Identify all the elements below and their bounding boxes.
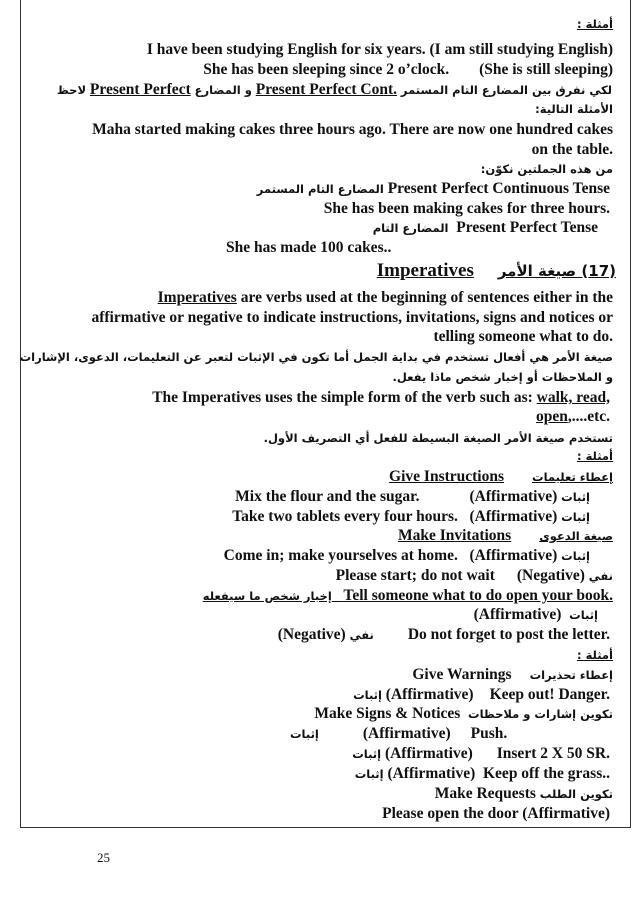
text: Give Instructions: [389, 468, 505, 485]
text: (Negative): [516, 567, 585, 584]
example-row: [353, 686, 610, 704]
text: (Affirmative): [469, 547, 558, 564]
text: Mix the flour and the sugar.: [235, 488, 420, 505]
group-heading: [314, 705, 613, 723]
example-row: [474, 606, 598, 624]
compare-line: [32, 81, 612, 99]
text: إثبات: [352, 747, 382, 761]
page-number: 25: [97, 850, 110, 865]
example-row: [224, 547, 590, 565]
text: (Affirmative): [469, 508, 558, 525]
text: نفي: [349, 628, 374, 642]
text: Come in; make yourselves at home.: [223, 547, 458, 564]
text: open: [535, 408, 568, 425]
text: (17) صيغة الأمر: [497, 262, 616, 280]
text: المضارع التام: [372, 221, 449, 235]
text: (Affirmative): [473, 606, 562, 623]
text: Present Perfect Cont.: [255, 81, 398, 98]
text: صيغة الدعوى: [539, 529, 613, 543]
text: إعطاء تحذيرات: [529, 668, 613, 682]
text: (Affirmative): [384, 745, 473, 762]
text: She has been sleeping since 2 o’clock.: [203, 61, 450, 78]
example-sentence: I have been studying English for six years. (I am still studying English): [146, 41, 613, 58]
example-sentence: on the table.: [531, 141, 613, 158]
text: تكوين الطلب: [539, 787, 613, 801]
text: إثبات: [354, 767, 384, 781]
text: نفي: [588, 569, 613, 583]
text: Imperatives: [376, 260, 474, 281]
text: إثبات: [561, 510, 590, 524]
text: (Affirmative): [362, 725, 451, 742]
text: (She is still sleeping): [479, 61, 613, 78]
text: Insert 2 X 50 SR.: [496, 745, 610, 762]
definition-arabic: و الملاحظات أو إخبار شخص ماذا يفعل.: [392, 370, 613, 384]
example-row: [336, 567, 613, 585]
group-heading: [398, 527, 613, 545]
text: إخبار شخص ما سيفعله: [202, 589, 332, 603]
text: تكوين إشارات و ملاحظات: [468, 707, 613, 721]
text: إثبات: [561, 490, 590, 504]
text: Take two tablets every four hours.: [232, 508, 458, 525]
following-label: الأمثلة التالية:: [535, 102, 613, 116]
example-sentence: [203, 61, 613, 79]
text: إثبات: [561, 549, 590, 563]
group-heading: [389, 468, 613, 486]
example-row: [235, 488, 590, 506]
text: Present Perfect: [89, 81, 191, 98]
example-row: [290, 725, 507, 743]
text: إثبات: [353, 688, 382, 702]
definition: affirmative or negative to indicate instructions, invitations, signs and notices or: [91, 309, 613, 326]
text: Make Requests: [434, 785, 536, 802]
text: Do not forget to post the letter.: [407, 626, 610, 643]
example-sentence: Maha started making cakes three hours ago. There are now one hundred cakes: [92, 121, 613, 138]
examples-label: أمثلة :: [576, 648, 613, 662]
text: Present Perfect Tense: [456, 219, 598, 236]
text: Present Perfect Continuous Tense: [387, 180, 610, 197]
section-heading: [377, 260, 616, 282]
example-sentence: She has made 100 cakes..: [226, 239, 392, 256]
from-these-label: من هذه الجملتين نكوّن:: [480, 162, 613, 176]
text: Push.: [470, 725, 508, 742]
form-line: [152, 389, 610, 407]
group-heading: [435, 785, 613, 803]
text: Give Warnings: [412, 666, 512, 683]
text: Please start; do not wait: [335, 567, 495, 584]
text: لكي نفرق بين المضارع التام المستمر: [400, 83, 612, 97]
example-row: [232, 508, 590, 526]
example-row: Please open the door (Affirmative): [382, 805, 610, 822]
text: المضارع التام المستمر: [256, 182, 384, 196]
examples-label: أمثلة :: [576, 449, 613, 463]
text: (Affirmative): [385, 686, 474, 703]
text: Make Signs & Notices: [314, 705, 461, 722]
text: (Negative): [277, 626, 346, 643]
text: are verbs used at the beginning of sentences either in the: [236, 289, 613, 306]
examples-label: أمثلة :: [576, 17, 613, 31]
tense-label: [373, 219, 598, 237]
example-row: [352, 745, 610, 763]
text: (Affirmative): [469, 488, 558, 505]
form-line: [536, 408, 610, 426]
form-arabic: تستخدم صيغة الأمر الصيغة البسيطة للفعل أي التصريف الأول.: [263, 431, 613, 445]
text: إثبات: [569, 608, 598, 622]
text: Keep out! Danger.: [489, 686, 610, 703]
text: (Affirmative): [387, 765, 476, 782]
example-sentence: She has been making cakes for three hours.: [323, 200, 610, 217]
text: Imperatives: [157, 289, 237, 306]
definition: telling someone what to do.: [433, 328, 613, 345]
example-row: [278, 626, 610, 644]
text: Make Invitations: [397, 527, 512, 544]
text: ,....etc.: [567, 408, 610, 425]
text: The Imperatives uses the simple form of the verb such as:: [152, 389, 537, 406]
definition-arabic: صيغة الأمر هي أفعال تستخدم في بداية الجمل أما تكون في الإثبات لتعبر عن التعليمات، الدعوى، الإشارات: [19, 350, 613, 364]
text: walk, read,: [536, 389, 610, 406]
tense-label: [257, 180, 610, 198]
text: Keep off the grass..: [483, 765, 610, 782]
text: و المضارع: [194, 83, 252, 97]
text: Tell someone what to do open your book.: [343, 587, 613, 604]
text: إعطاء تعليمات: [532, 470, 613, 484]
text: إثبات: [290, 727, 319, 741]
group-heading: [203, 587, 613, 605]
text: لاحظ: [56, 83, 87, 97]
example-row: [355, 765, 610, 783]
definition: [158, 289, 613, 307]
group-heading: [412, 666, 613, 684]
